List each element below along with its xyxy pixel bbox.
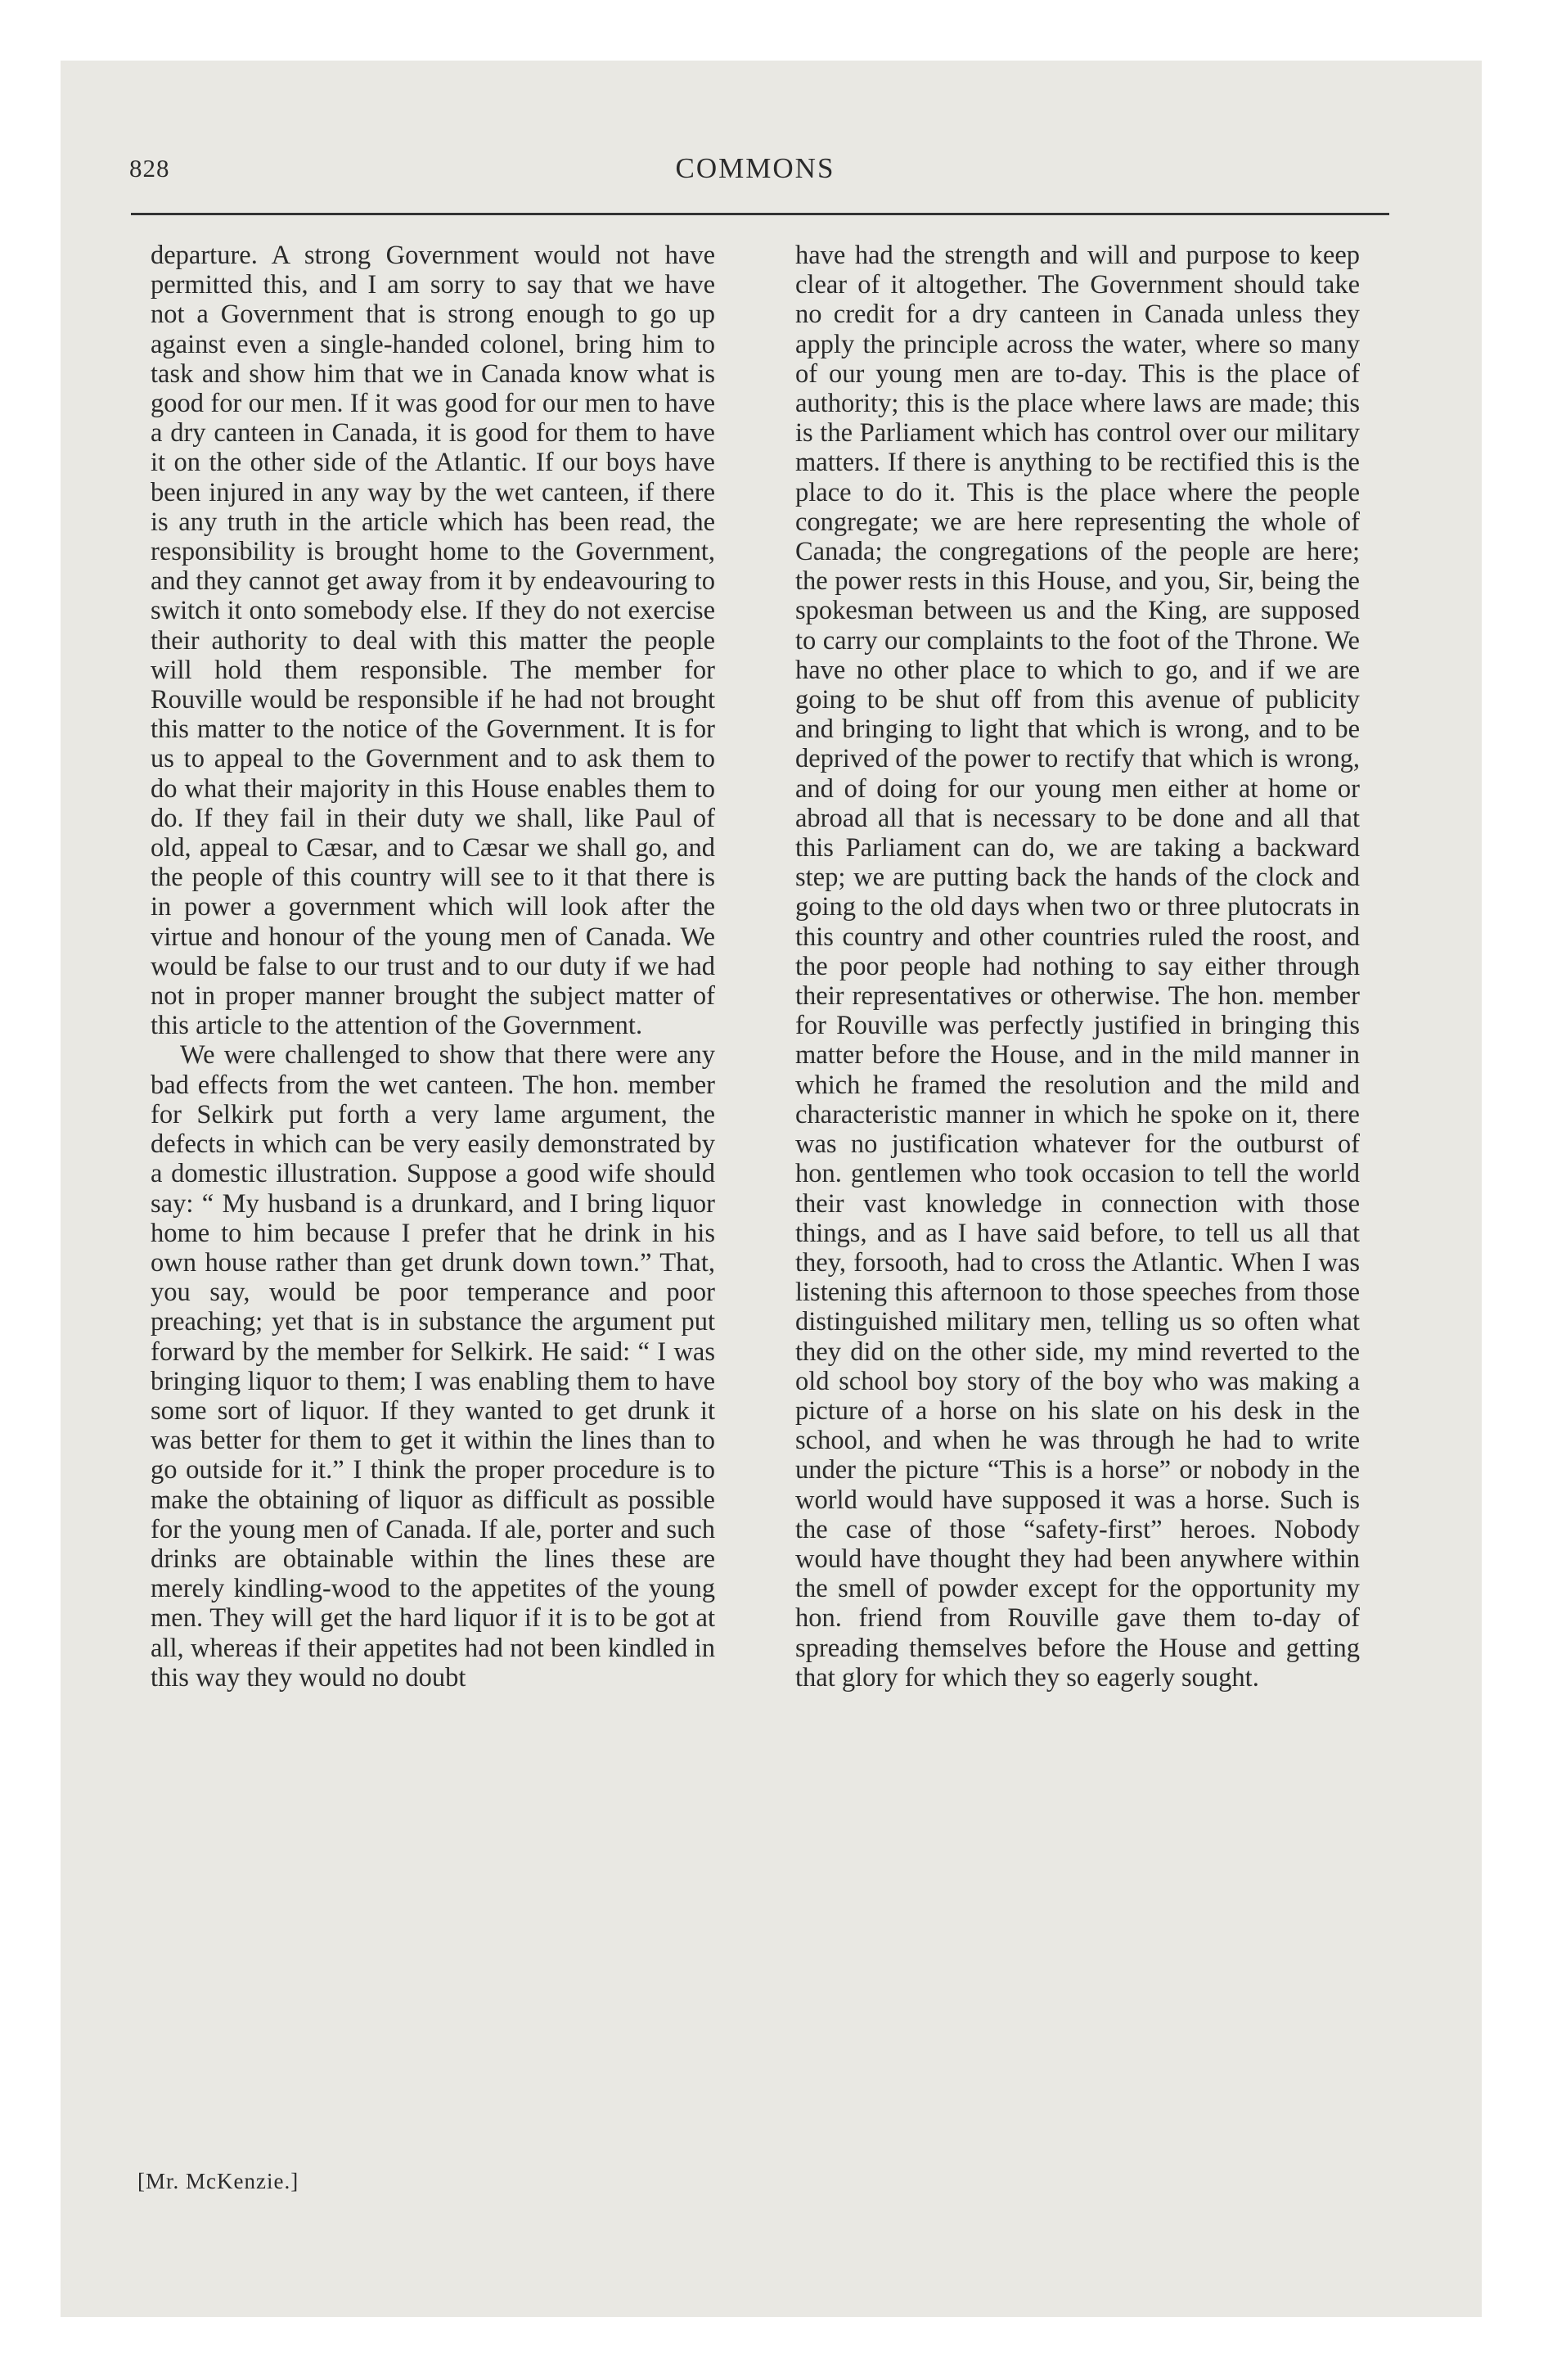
right-paragraph-1: have had the strength and will and purpose to keep clear of it altogether. The Government should take no credit for a dry canteen in Canada unless they apply the principle across the water, where so many of our young men are to-day. This is the place of authority; this is the place where laws are made; this is the Parliament which has control over our military matters. If there is anything to be rectified this is the place to do it. This is the place where the people congregate; we are here representing the whole of Canada; the congregations of the people are here; the power rests in this House, and you, Sir, being the spokesman between us and the King, are supposed to carry our complaints to the foot of the Throne. We have no other place to which to go, and if we are going to be shut off from this avenue of publicity and bringing to light that which is wrong, and to be deprived of the power to rectify that which is wrong, and of doing for our young men either at home or abroad all that is necessary to be done and all that this Parliament can do, we are taking a backward step; we are putting back the hands of the clock and going to the old days when two or three plutocrats in this country and other countries ruled the roost, and the poor people had nothing to say either through their representatives or otherwise. The hon. member for Rouville was perfectly justified in bringing this matter before the House, and in the mild manner in which he framed the resolution and the mild and characteristic manner in which he spoke on it, there was no justification whatever for the outburst of hon. gentlemen who took occasion to tell the world their vast knowledge in connection with those things, and as I have said before, to tell us all that they, forsooth, had to cross the Atlantic. When I was listening this afternoon to those speeches from those distinguished military men, telling us so often what they did on the other side, my mind reverted to the old school boy story of the boy who was making a picture of a horse on his slate on his desk in the school, and when he was through he had to write under the picture “This is a horse” or nobody in the world would have supposed it was a horse. Such is the case of those “safety-first” heroes. Nobody would have thought they had been anywhere within the smell of powder except for the opportunity my hon. friend from Rouville gave them to-day of spreading themselves before the House and getting that glory for which they so eagerly sought. bbox=[795, 241, 1360, 1693]
running-head: COMMONS bbox=[675, 152, 835, 184]
header-rule bbox=[131, 213, 1389, 215]
page-number: 828 bbox=[129, 154, 170, 183]
left-column bbox=[151, 241, 715, 1693]
page-header bbox=[110, 139, 1401, 196]
left-paragraph-1: departure. A strong Government would not have permitted this, and I am sorry to say that we have not a Government that is strong enough to go up against even a single-handed colonel, bring him to task and show him that we in Canada know what is good for our men. If it was good for our men to have a dry canteen in Canada, it is good for them to have it on the other side of the Atlantic. If our boys have been injured in any way by the wet canteen, if there is any truth in the article which has been read, the responsibility is brought home to the Government, and they cannot get away from it by endeavouring to switch it onto somebody else. If they do not exercise their authority to deal with this matter the people will hold them responsible. The member for Rouville would be responsible if he had not brought this matter to the notice of the Government. It is for us to appeal to the Government and to ask them to do what their majority in this House enables them to do. If they fail in their duty we shall, like Paul of old, appeal to Cæsar, and to Cæsar we shall go, and the people of this country will see to it that there is in power a government which will look after the virtue and honour of the young men of Canada. We would be false to our trust and to our duty if we had not in proper manner brought the subject matter of this article to the attention of the Government. bbox=[151, 241, 715, 1041]
speaker-attribution: [Mr. McKenzie.] bbox=[137, 2169, 299, 2193]
left-paragraph-2: We were challenged to show that there were any bad effects from the wet canteen. The hon. member for Selkirk put forth a very lame argument, the defects in which can be very easily demonstrated by a domestic illustration. Suppose a good wife should say: “ My husband is a drunkard, and I bring liquor home to him because I prefer that he drink in his own house rather than get drunk down town.” That, you say, would be poor temperance and poor preaching; yet that is in substance the argument put forward by the member for Selkirk. He said: “ I was bringing liquor to them; I was enabling them to have some sort of liquor. If they wanted to get drunk it was better for them to get it within the lines than to go outside for it.” I think the proper procedure is to make the obtaining of liquor as difficult as possible for the young men of Canada. If ale, porter and such drinks are obtainable within the lines these are merely kindling-wood to the appetites of the young men. They will get the hard liquor if it is to be got at all, whereas if their appetites had not been kindled in this way they would no doubt bbox=[151, 1040, 715, 1693]
right-column bbox=[795, 241, 1360, 1693]
